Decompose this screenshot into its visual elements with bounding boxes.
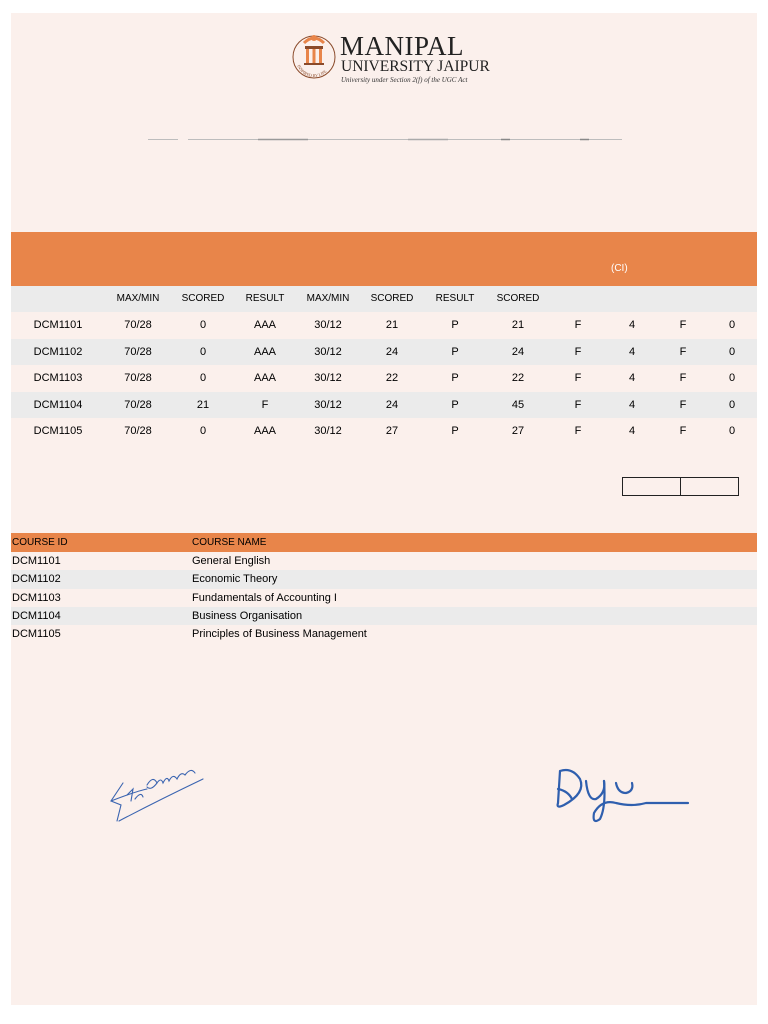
marks-table-header-band — [11, 232, 757, 286]
course-id: DCM1104 — [12, 609, 61, 622]
column-header: SCORED — [496, 293, 540, 304]
course-id-cell: DCM1105 — [33, 424, 83, 437]
table-cell: 4 — [628, 319, 636, 332]
table-row — [11, 392, 757, 418]
table-row — [11, 312, 757, 338]
table-cell: 24 — [385, 345, 399, 358]
course-id-cell: DCM1101 — [33, 319, 83, 332]
table-cell: F — [679, 345, 687, 358]
marks-table — [11, 286, 757, 444]
signature-right — [554, 763, 692, 829]
table-cell: 21 — [511, 319, 525, 332]
course-list-header — [11, 533, 757, 552]
table-cell: 27 — [511, 424, 525, 437]
course-id-cell: DCM1103 — [33, 372, 83, 385]
table-cell: P — [451, 345, 459, 358]
table-cell: 30/12 — [314, 372, 342, 385]
table-cell: 0 — [199, 424, 207, 437]
table-cell: F — [574, 424, 582, 437]
table-cell: 24 — [511, 345, 525, 358]
list-item — [11, 552, 757, 570]
table-cell: 30/12 — [314, 424, 342, 437]
list-item — [11, 625, 757, 643]
summary-box — [622, 477, 739, 496]
table-cell: 4 — [628, 398, 636, 411]
table-cell: F — [261, 398, 269, 411]
table-cell: P — [451, 424, 459, 437]
table-cell: 4 — [628, 345, 636, 358]
column-header: MAX/MIN — [306, 293, 350, 304]
column-header: SCORED — [370, 293, 414, 304]
course-name: Principles of Business Management — [192, 628, 367, 641]
table-cell: F — [679, 398, 687, 411]
table-cell: 21 — [385, 319, 399, 332]
list-item — [11, 570, 757, 588]
table-cell: F — [679, 319, 687, 332]
table-cell: 24 — [385, 398, 399, 411]
course-id: DCM1102 — [12, 573, 61, 586]
course-id: DCM1105 — [12, 628, 61, 641]
table-cell: 70/28 — [124, 424, 152, 437]
table-cell: 70/28 — [124, 398, 152, 411]
course-name: Business Organisation — [192, 609, 303, 622]
table-cell: F — [679, 372, 687, 385]
university-emblem-icon — [290, 29, 338, 85]
table-cell: AAA — [253, 319, 277, 332]
table-cell: 45 — [511, 398, 525, 411]
university-logo — [290, 29, 490, 91]
course-id: DCM1101 — [12, 555, 61, 567]
table-cell: 0 — [728, 424, 736, 437]
table-cell: 70/28 — [124, 345, 152, 358]
table-cell: F — [574, 319, 582, 332]
column-header: RESULT — [245, 293, 285, 304]
table-cell: F — [679, 424, 687, 437]
table-cell: 30/12 — [314, 345, 342, 358]
brand-tagline: University under Section 2(f) of the UGC Act — [341, 76, 468, 84]
course-list-table — [11, 533, 757, 643]
course-id-cell: DCM1104 — [33, 398, 83, 411]
table-cell: 4 — [628, 424, 636, 437]
summary-box-divider — [680, 478, 681, 495]
table-cell: 21 — [196, 398, 210, 411]
table-cell: AAA — [253, 372, 277, 385]
table-cell: 0 — [728, 372, 736, 385]
table-cell: 0 — [728, 319, 736, 332]
table-cell: 30/12 — [314, 398, 342, 411]
column-header: MAX/MIN — [116, 293, 160, 304]
table-cell: 22 — [511, 372, 525, 385]
table-cell: F — [574, 372, 582, 385]
table-cell: 4 — [628, 372, 636, 385]
table-cell: 70/28 — [124, 319, 152, 332]
table-cell: 0 — [728, 345, 736, 358]
table-cell: F — [574, 398, 582, 411]
table-cell: 22 — [385, 372, 399, 385]
course-name: General English — [192, 555, 271, 567]
table-cell: P — [451, 372, 459, 385]
course-name: Economic Theory — [192, 573, 278, 586]
table-row — [11, 365, 757, 391]
credit-index-label: (CI) — [611, 263, 628, 274]
column-header: SCORED — [181, 293, 225, 304]
column-header-course-name: COURSE NAME — [192, 537, 267, 548]
table-cell: 0 — [199, 372, 207, 385]
table-cell: P — [451, 398, 459, 411]
table-cell: 70/28 — [124, 372, 152, 385]
list-item — [11, 589, 757, 607]
table-cell: AAA — [253, 345, 277, 358]
grade-sheet — [11, 13, 757, 1005]
table-row — [11, 339, 757, 365]
svg-text:INSPIRED BY LIFE: INSPIRED BY LIFE — [296, 64, 328, 78]
header-rule-lines — [148, 138, 622, 141]
list-item — [11, 607, 757, 625]
table-cell: AAA — [253, 424, 277, 437]
marks-table-column-headers — [11, 286, 757, 312]
table-cell: 30/12 — [314, 319, 342, 332]
signature-left — [107, 761, 207, 827]
course-id: DCM1103 — [12, 591, 61, 604]
brand-name: MANIPAL — [340, 31, 465, 61]
table-row — [11, 418, 757, 444]
table-cell: 0 — [199, 345, 207, 358]
course-id-cell: DCM1102 — [33, 345, 83, 358]
column-header: RESULT — [435, 293, 475, 304]
table-cell: F — [574, 345, 582, 358]
table-cell: 0 — [728, 398, 736, 411]
course-name: Fundamentals of Accounting I — [192, 591, 337, 604]
table-cell: 27 — [385, 424, 399, 437]
brand-subtitle: UNIVERSITY JAIPUR — [341, 58, 490, 75]
table-cell: P — [451, 319, 459, 332]
table-cell: 0 — [199, 319, 207, 332]
column-header-course-id: COURSE ID — [12, 537, 68, 548]
